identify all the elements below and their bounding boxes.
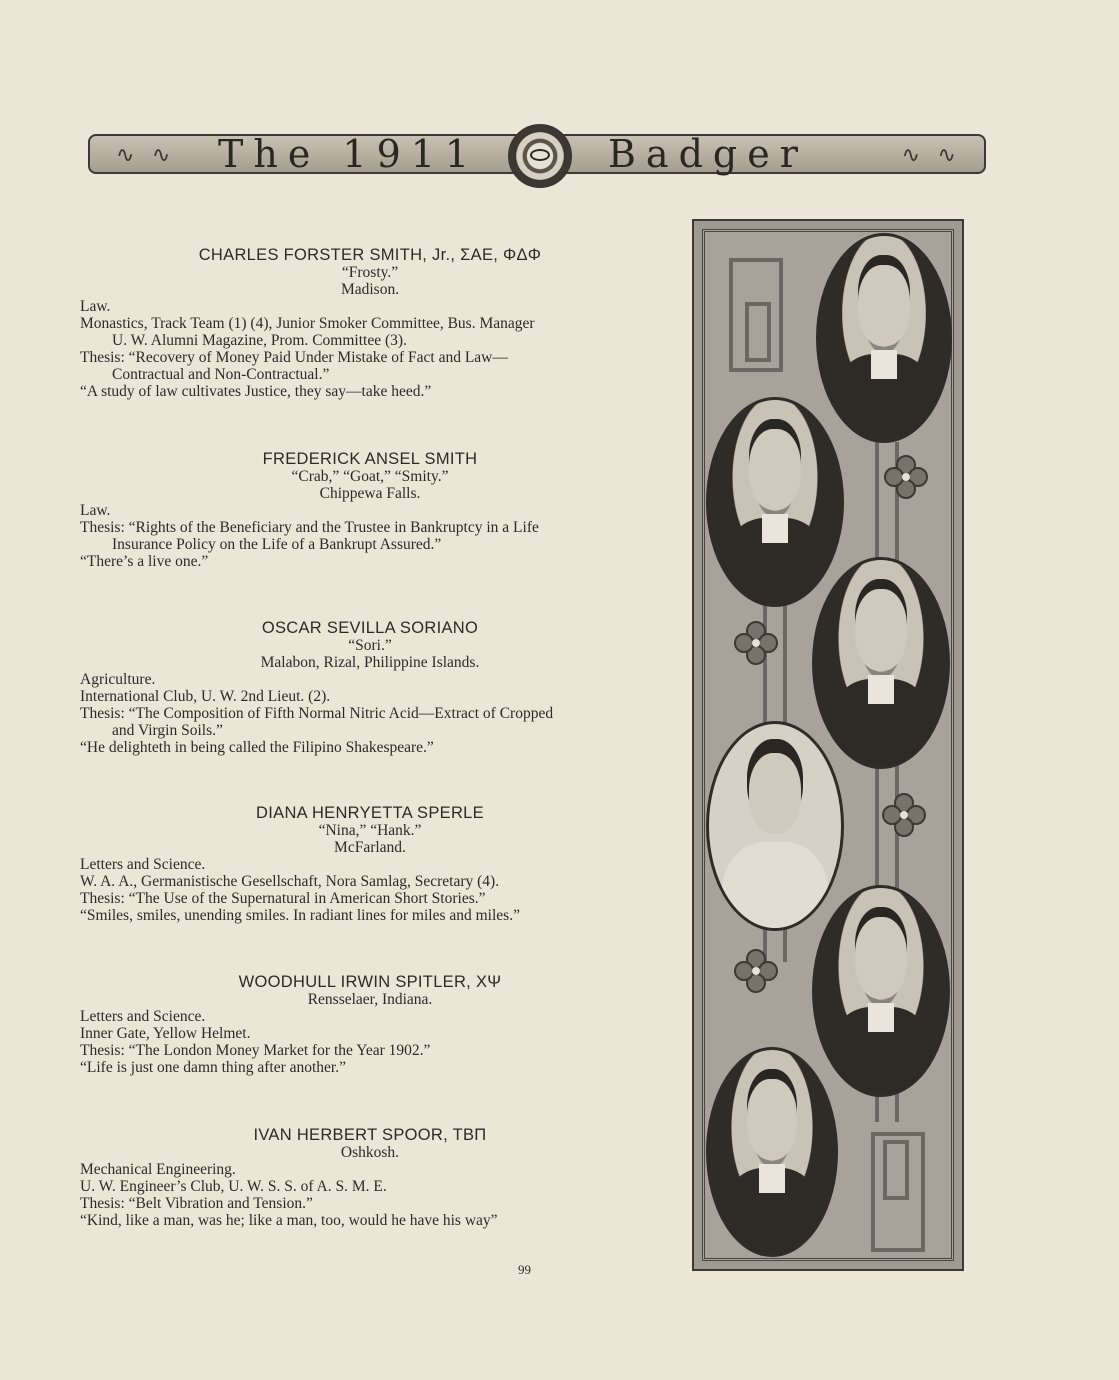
entry-soriano	[80, 620, 660, 756]
banner-title-left: The 1911	[218, 132, 480, 176]
entry-line: “A study of law cultivates Justice, they say—take heed.”	[80, 383, 432, 400]
entry-name: WOODHULL IRWIN SPITLER, XΨ	[238, 973, 502, 991]
entry-hometown: Madison.	[340, 281, 400, 298]
entry-hometown: McFarland.	[334, 839, 406, 856]
entry-smith-frederick	[80, 451, 660, 570]
portrait-photo	[812, 557, 950, 769]
entry-line: Monastics, Track Team (1) (4), Junior Smoker Committee, Bus. Manager	[80, 315, 535, 332]
page-number: 99	[518, 1262, 531, 1277]
entry-line: U. W. Engineer’s Club, U. W. S. S. of A. S. M. E.	[80, 1178, 387, 1195]
entry-line: Agriculture.	[80, 671, 156, 688]
entry-name: OSCAR SEVILLA SORIANO	[261, 619, 479, 637]
entry-sperle	[80, 805, 660, 924]
entry-line: Law.	[80, 298, 111, 315]
flower-ornament-icon	[733, 948, 779, 994]
entry-line: Contractual and Non-Contractual.”	[112, 366, 330, 383]
portrait-photo	[706, 1047, 838, 1257]
entry-hometown: Rensselaer, Indiana.	[307, 991, 433, 1008]
portrait-photo	[706, 397, 844, 607]
entry-line: Letters and Science.	[80, 1008, 206, 1025]
entry-line: International Club, U. W. 2nd Lieut. (2).	[80, 688, 331, 705]
seal-icon	[508, 124, 572, 188]
entry-spoor	[80, 1127, 660, 1229]
entry-line: Law.	[80, 502, 111, 519]
entry-name: CHARLES FORSTER SMITH, Jr., ΣAE, ΦΔΦ	[198, 246, 542, 264]
entry-line: Thesis: “The Use of the Supernatural in American Short Stories.”	[80, 890, 486, 907]
flower-ornament-icon	[733, 620, 779, 666]
entry-line: Inner Gate, Yellow Helmet.	[80, 1025, 251, 1042]
entry-name: FREDERICK ANSEL SMITH	[262, 450, 478, 468]
banner-title-right: Badger	[608, 132, 808, 176]
entry-line: Mechanical Engineering.	[80, 1161, 236, 1178]
entry-line: Thesis: “The London Money Market for the Year 1902.”	[80, 1042, 431, 1059]
entry-line: and Virgin Soils.”	[112, 722, 223, 739]
swirl-ornament-right: ∿ ∿	[901, 142, 962, 167]
entry-line: Thesis: “Belt Vibration and Tension.”	[80, 1195, 313, 1212]
entry-name: DIANA HENRYETTA SPERLE	[256, 804, 484, 822]
swirl-ornament-left: ∿ ∿	[116, 142, 177, 167]
panel-ornament	[745, 302, 771, 362]
entry-nickname: “Sori.”	[348, 637, 392, 654]
entry-nickname: “Nina,” “Hank.”	[318, 822, 422, 839]
entry-line: “Life is just one damn thing after another.”	[80, 1059, 346, 1076]
entry-line: “There’s a live one.”	[80, 553, 209, 570]
entry-hometown: Chippewa Falls.	[319, 485, 421, 502]
entry-line: “He delighteth in being called the Filipino Shakespeare.”	[80, 739, 434, 756]
entry-spitler	[80, 974, 660, 1076]
entry-line: Letters and Science.	[80, 856, 206, 873]
portrait-panel	[692, 219, 964, 1271]
entry-name: IVAN HERBERT SPOOR, TBΠ	[253, 1126, 487, 1144]
entry-line: Thesis: “Rights of the Beneficiary and the Trustee in Bankruptcy in a Life	[80, 519, 539, 536]
portrait-photo	[816, 233, 952, 443]
entry-hometown: Oshkosh.	[340, 1144, 400, 1161]
entry-line: “Kind, like a man, was he; like a man, too, would he have his way”	[80, 1212, 498, 1229]
entry-line: Thesis: “Recovery of Money Paid Under Mistake of Fact and Law—	[80, 349, 508, 366]
entry-nickname: “Crab,” “Goat,” “Smity.”	[291, 468, 449, 485]
flower-ornament-icon	[881, 792, 927, 838]
portrait-photo	[706, 721, 844, 931]
panel-ornament	[883, 1140, 909, 1200]
entry-line: W. A. A., Germanistische Gesellschaft, Nora Samlag, Secretary (4).	[80, 873, 500, 890]
entry-line: Thesis: “The Composition of Fifth Normal Nitric Acid—Extract of Cropped	[80, 705, 554, 722]
portrait-photo	[812, 885, 950, 1097]
flower-ornament-icon	[883, 454, 929, 500]
entry-smith-charles	[80, 247, 660, 400]
entry-line: Insurance Policy on the Life of a Bankrupt Assured.”	[112, 536, 442, 553]
entry-nickname: “Frosty.”	[341, 264, 399, 281]
entry-hometown: Malabon, Rizal, Philippine Islands.	[260, 654, 480, 671]
entry-line: “Smiles, smiles, unending smiles. In radiant lines for miles and miles.”	[80, 907, 520, 924]
entry-line: U. W. Alumni Magazine, Prom. Committee (3).	[112, 332, 407, 349]
